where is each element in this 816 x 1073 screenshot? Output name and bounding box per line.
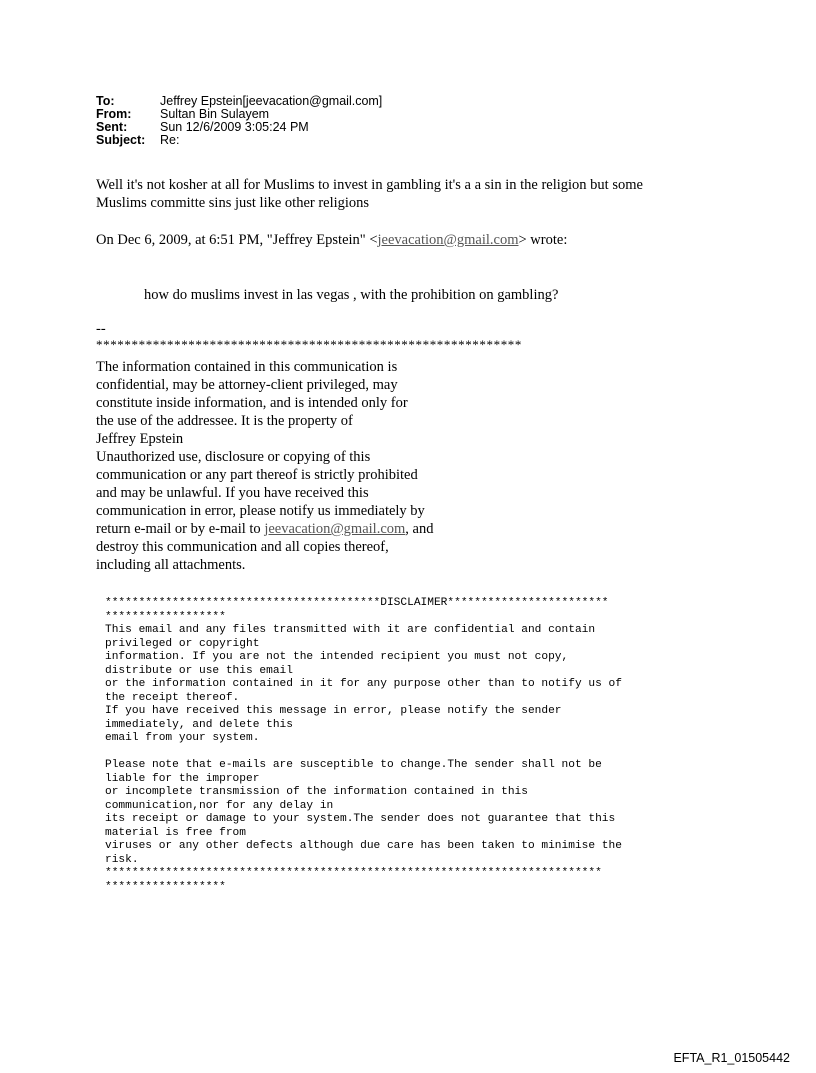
disclaimer-line: information. If you are not the intended recipient you must not copy,: [105, 651, 569, 663]
disclaimer-line: ******************: [105, 880, 226, 893]
notice-line: The information contained in this communication is: [96, 359, 398, 375]
notice-line: communication in error, please notify us immediately by: [96, 503, 425, 519]
from-value: Sultan Bin Sulayem: [160, 107, 270, 121]
signature-separator: --: [96, 321, 106, 337]
disclaimer-line: material is free from: [105, 826, 246, 839]
disclaimer-line: *****************************************DISCLAIMER************************: [105, 597, 609, 609]
disclaimer-block: [105, 597, 622, 894]
document-id-footer: EFTA_R1_01505442: [673, 1051, 790, 1065]
subject-value: Re:: [160, 133, 180, 147]
notice-line: confidential, may be attorney-client privileged, may: [96, 377, 398, 393]
disclaimer-line: This email and any files transmitted with it are confidential and contain: [105, 624, 596, 636]
notice-line: communication or any part thereof is strictly prohibited: [96, 467, 418, 483]
disclaimer-line: email from your system.: [105, 732, 260, 744]
notice-line: the use of the addressee. It is the property of: [96, 413, 353, 429]
header-subject-row: [96, 134, 382, 147]
sent-value: Sun 12/6/2009 3:05:24 PM: [160, 120, 309, 134]
reply-line-1: Well it's not kosher at all for Muslims to invest in gambling it's a a sin in the religion but some: [96, 177, 643, 193]
disclaimer-line: **************************************************************************: [105, 867, 602, 879]
quote-intro-suffix: > wrote:: [518, 232, 568, 248]
notice-line: constitute inside information, and is intended only for: [96, 395, 408, 411]
disclaimer-line: If you have received this message in error, please notify the sender: [105, 705, 562, 717]
confidentiality-notice: [96, 358, 476, 574]
disclaimer-line: liable for the improper: [105, 772, 260, 785]
disclaimer-line: privileged or copyright: [105, 637, 260, 650]
disclaimer-line: risk.: [105, 853, 139, 866]
notice-line: and may be unlawful. If you have received this: [96, 485, 369, 501]
to-value: Jeffrey Epstein[jeevacation@gmail.com]: [160, 94, 383, 108]
from-label: From:: [96, 107, 132, 121]
disclaimer-line: distribute or use this email: [105, 664, 293, 677]
notice-line: including all attachments.: [96, 557, 246, 573]
quote-intro-prefix: On Dec 6, 2009, at 6:51 PM, "Jeffrey Epstein" <: [96, 232, 378, 248]
quoted-message: how do muslims invest in las vegas , with the prohibition on gambling?: [144, 287, 559, 303]
disclaimer-line: [105, 746, 622, 760]
disclaimer-line: immediately, and delete this: [105, 718, 293, 731]
quote-intro-email-link[interactable]: jeevacation@gmail.com: [377, 232, 519, 248]
disclaimer-line: or incomplete transmission of the information contained in this: [105, 786, 528, 798]
quote-intro-line: [96, 231, 567, 249]
disclaimer-line: or the information contained in it for any purpose other than to notify us of: [105, 678, 622, 690]
signature-stars-line: ************************************************************: [96, 337, 522, 352]
notice-line: destroy this communication and all copies thereof,: [96, 539, 389, 555]
to-label: To:: [96, 94, 115, 108]
notice-email-line: [96, 520, 476, 538]
disclaimer-line: viruses or any other defects although due care has been taken to minimise the: [105, 840, 622, 852]
notice-line: Jeffrey Epstein: [96, 431, 184, 447]
disclaimer-line: Please note that e-mails are susceptible to change.The sender shall not be: [105, 759, 602, 771]
disclaimer-line: ******************: [105, 610, 226, 623]
disclaimer-line: communication,nor for any delay in: [105, 799, 334, 812]
reply-paragraph: [96, 176, 736, 212]
reply-line-2: Muslims committe sins just like other religions: [96, 195, 370, 211]
notice-email-prefix: return e-mail or by e-mail to: [96, 521, 265, 537]
sent-label: Sent:: [96, 120, 128, 134]
notice-email-link[interactable]: jeevacation@gmail.com: [264, 521, 406, 537]
disclaimer-line: its receipt or damage to your system.The sender does not guarantee that this: [105, 813, 616, 825]
email-header: [96, 95, 382, 147]
notice-line: Unauthorized use, disclosure or copying of this: [96, 449, 371, 465]
subject-label: Subject:: [96, 133, 146, 147]
notice-email-suffix: , and: [405, 521, 434, 537]
disclaimer-line: the receipt thereof.: [105, 691, 240, 704]
